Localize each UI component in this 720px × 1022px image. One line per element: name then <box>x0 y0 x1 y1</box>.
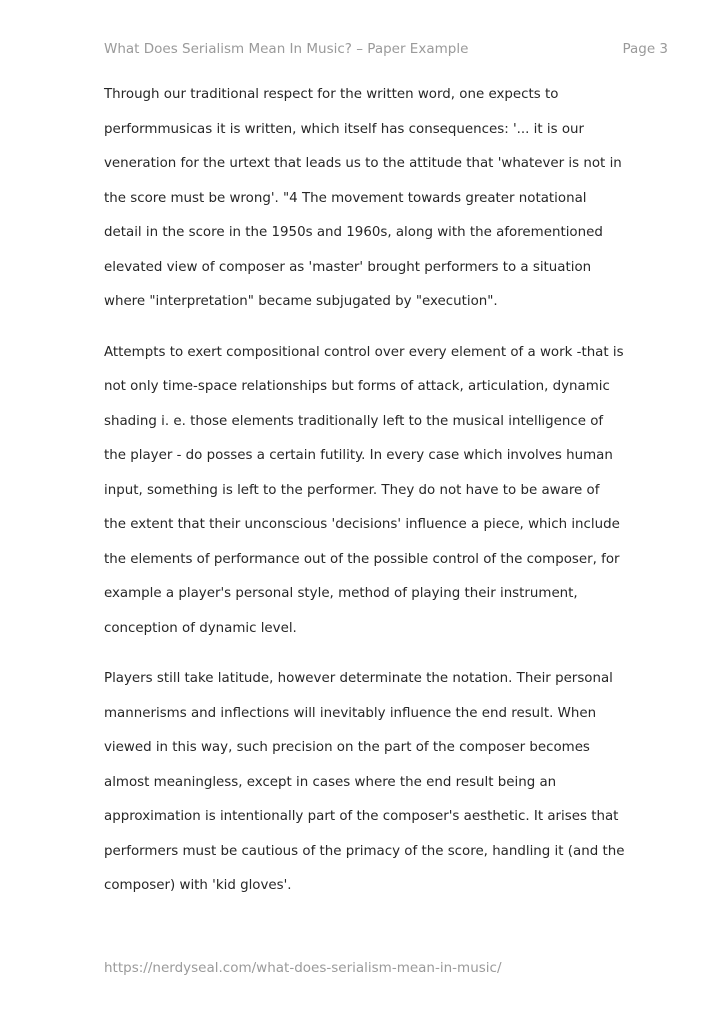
text-line: composer) with 'kid gloves'. <box>104 878 292 893</box>
text-line: Through our traditional respect for the written word, one expects to <box>104 87 559 102</box>
text-line: performers must be cautious of the primacy of the score, handling it (and the <box>104 843 625 859</box>
text-line: example a player's personal style, method of playing their instrument, <box>104 586 578 601</box>
text-line: Attempts to exert compositional control over every element of a work -that is <box>104 344 624 360</box>
paragraph-3 <box>104 662 676 904</box>
source-url-link[interactable]: https://nerdyseal.com/what-does-serialism-mean-in-music/ <box>104 960 502 976</box>
text-line: conception of dynamic level. <box>104 620 297 636</box>
text-line: where "interpretation" became subjugated by "execution". <box>104 294 498 309</box>
text-line: mannerisms and inflections will inevitably influence the end result. When <box>104 705 597 721</box>
document-body <box>104 78 676 920</box>
paragraph-1 <box>104 78 676 320</box>
text-line: the player - do posses a certain futility. In every case which involves human <box>104 448 613 463</box>
text-line: not only time-space relationships but forms of attack, articulation, dynamic <box>104 379 610 394</box>
text-line: the elements of performance out of the possible control of the composer, for <box>104 551 620 567</box>
text-line: veneration for the urtext that leads us to the attitude that 'whatever is not in <box>104 156 622 171</box>
text-line: the extent that their unconscious 'decisions' influence a piece, which include <box>104 517 620 532</box>
text-line: elevated view of composer as 'master' brought performers to a situation <box>104 259 592 275</box>
text-line: performmusicas it is written, which itself has consequences: '... it is our <box>104 121 585 137</box>
text-line: Players still take latitude, however determinate the notation. Their personal <box>104 671 613 686</box>
text-line: input, something is left to the performer. They do not have to be aware of <box>104 482 600 498</box>
document-title: What Does Serialism Mean In Music? – Paper Example <box>104 41 469 57</box>
text-line: shading i. e. those elements traditionally left to the musical intelligence of <box>104 413 604 429</box>
text-line: the score must be wrong'. "4 The movement towards greater notational <box>104 190 587 206</box>
paragraph-2 <box>104 336 676 647</box>
text-line: almost meaningless, except in cases where the end result being an <box>104 774 557 790</box>
text-line: approximation is intentionally part of the composer's aesthetic. It arises that <box>104 809 619 824</box>
text-line: viewed in this way, such precision on the part of the composer becomes <box>104 740 590 755</box>
page-number: Page 3 <box>622 41 668 57</box>
text-line: detail in the score in the 1950s and 1960s, along with the aforementioned <box>104 225 603 240</box>
page-header <box>104 41 668 63</box>
